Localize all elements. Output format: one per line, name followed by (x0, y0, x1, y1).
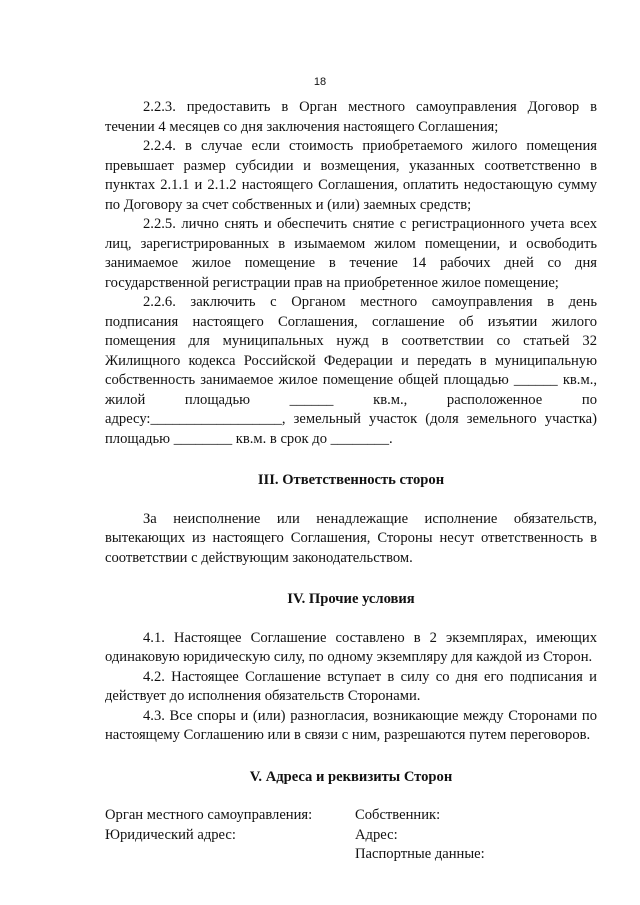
owner-address-label: Адрес: (355, 826, 398, 843)
section-3-heading: III. Ответственность сторон (257, 472, 445, 488)
requisites-block (105, 806, 597, 865)
authority-label: Орган местного самоуправления: (105, 807, 313, 823)
clause-4-1: 4.1. Настоящее Соглашение составлено в 2 экземплярах, имеющих одинаковую юридическую силу, по одному экземпляру для каждой из Сторон. (105, 629, 597, 665)
clause-4-3: 4.3. Все споры и (или) разногласия, возникающие между Сторонами по настоящему Соглашению или в связи с ним, разрешаются путем переговоров. (105, 707, 597, 743)
owner-requisites (355, 806, 595, 865)
clause-2-2-6: 2.2.6. заключить с Органом местного самоуправления в день подписания настоящего Соглашения, соглашение об изъятии жилого помещения для муниципальных нужд в соответствии со статьей 32 Жилищного кодекса Российской Федерации и передать в муниципальную собственность занимаемое жилое помещение общей площадью ______ кв.м., жилой площадью ______ кв.м., расположенное по адресу:__________________, земельный участок (доля земельного участка) площадью ________ кв.м. в срок до ________. (105, 294, 597, 447)
section-4-heading: IV. Прочие условия (287, 591, 415, 607)
legal-address-label: Юридический адрес: (105, 826, 236, 843)
clause-2-2-5: 2.2.5. лично снять и обеспечить снятие с регистрационного учета всех лиц, зарегистрированных в изымаемом жилом помещении, и освободить занимаемое жилое помещение в течение 14 рабочих дней со дня государственной регистрации прав на приобретенное жилое помещение; (105, 216, 597, 291)
clause-2-2-3: 2.2.3. предоставить в Орган местного самоуправления Договор в течении 4 месяцев со дня заключения настоящего Соглашения; (105, 99, 597, 135)
section-3-text: За неисполнение или ненадлежащие исполнение обязательств, вытекающих из настоящего Соглашения, Стороны несут ответственность в соответствии с действующим законодательством. (105, 510, 597, 566)
clause-2-2-4: 2.2.4. в случае если стоимость приобретаемого жилого помещения превышает размер субсидии и возмещения, указанных соответственно в пунктах 2.1.1 и 2.1.2 настоящего Соглашения, оплатить недостающую сумму по Договору за счет собственных и (или) заемных средств; (105, 138, 597, 213)
document-body (105, 98, 597, 865)
section-5-heading: V. Адреса и реквизиты Сторон (249, 768, 453, 785)
clause-4-2: 4.2. Настоящее Соглашение вступает в силу со дня его подписания и действует до исполнения обязательств Сторонами. (105, 668, 597, 704)
owner-label: Собственник: (355, 807, 441, 823)
authority-requisites (105, 806, 355, 865)
page-number: 18 (313, 76, 327, 88)
passport-data-label: Паспортные данные: (355, 846, 485, 862)
